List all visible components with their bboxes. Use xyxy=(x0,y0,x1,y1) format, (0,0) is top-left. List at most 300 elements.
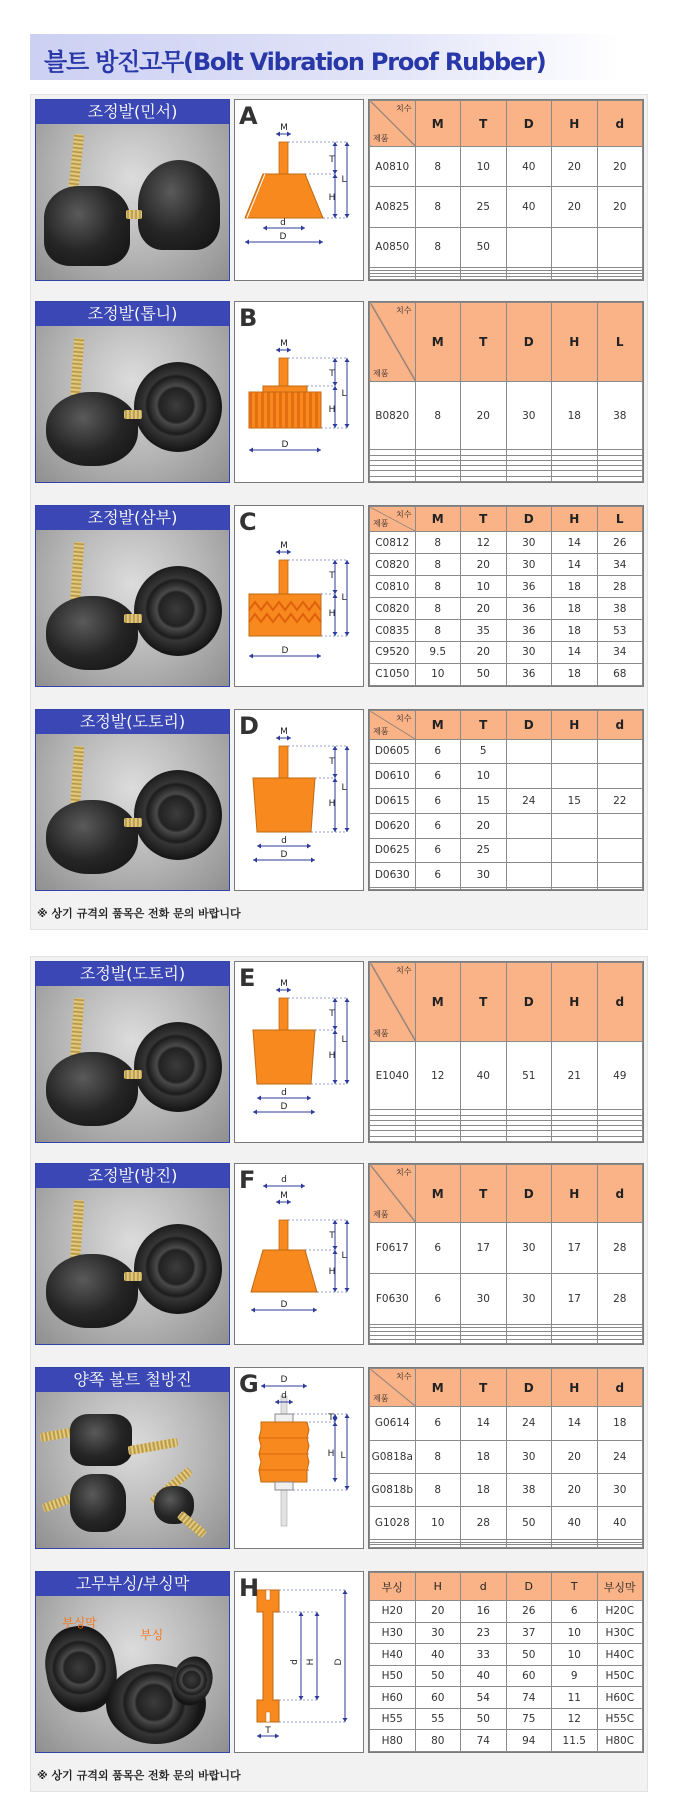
table-cell: 18 xyxy=(552,381,598,449)
table-cell: 36 xyxy=(506,598,552,620)
photo-label-bushing-cap: 부싱막 xyxy=(62,1616,97,1630)
table-cell: 16 xyxy=(461,1601,507,1623)
table-cell: 30 xyxy=(506,1223,552,1274)
product-photo-box xyxy=(35,961,230,1143)
dim-label-D: D xyxy=(281,440,289,450)
table-row xyxy=(370,1136,643,1141)
table-cell xyxy=(552,1545,598,1548)
table-cell: H50C xyxy=(597,1665,643,1687)
table-cell xyxy=(597,838,643,863)
table-cell: 18 xyxy=(552,576,598,598)
table-cell: 20 xyxy=(461,813,507,838)
table-cell xyxy=(552,227,598,267)
table-cell xyxy=(370,888,416,890)
table-cell xyxy=(552,838,598,863)
table-cell: 8 xyxy=(415,1440,461,1473)
table-cell: D0610 xyxy=(370,764,416,789)
table-cell: 60 xyxy=(506,1665,552,1687)
product-name: 조정발(방진) xyxy=(36,1164,229,1188)
dim-label-D: D xyxy=(279,232,287,242)
spec-table-box xyxy=(368,99,644,281)
product-photo-box xyxy=(35,709,230,891)
col-header: H xyxy=(552,963,598,1042)
spec-table xyxy=(369,100,643,280)
table-row xyxy=(370,554,643,576)
dim-label-L: L xyxy=(340,1451,346,1461)
dim-label-L: L xyxy=(341,1251,347,1261)
table-row xyxy=(370,1407,643,1440)
table-cell: 50 xyxy=(415,1665,461,1687)
dim-label-H: H xyxy=(327,1449,335,1459)
dim-label-T: T xyxy=(329,1231,335,1241)
product-name: 양쪽 볼트 철방진 xyxy=(36,1368,229,1392)
table-cell xyxy=(415,1545,461,1548)
col-header: H xyxy=(552,1165,598,1223)
table-cell xyxy=(552,476,598,481)
table-cell: 74 xyxy=(461,1730,507,1752)
table-cell: 10 xyxy=(461,576,507,598)
corner-header xyxy=(370,711,416,740)
table-cell xyxy=(552,1136,598,1141)
table-cell: 26 xyxy=(597,532,643,554)
table-cell: 20 xyxy=(552,147,598,187)
table-cell xyxy=(597,1545,643,1548)
col-header: M xyxy=(415,303,461,382)
table-cell: 50 xyxy=(506,1644,552,1666)
product-name: 조정발(민서) xyxy=(36,100,229,124)
table-cell: 14 xyxy=(552,532,598,554)
table-cell: 18 xyxy=(461,1440,507,1473)
type-letter: C xyxy=(239,508,257,536)
dim-label-T: T xyxy=(328,1413,334,1423)
product-photo xyxy=(36,1188,229,1344)
table-cell: 60 xyxy=(415,1687,461,1709)
table-cell: G1028 xyxy=(370,1507,416,1540)
section-B xyxy=(31,297,649,487)
table-cell: 28 xyxy=(461,1507,507,1540)
table-cell xyxy=(415,888,461,890)
dimension-diagram xyxy=(234,1571,364,1753)
dim-label-H: H xyxy=(328,799,336,809)
table-cell: 14 xyxy=(552,554,598,576)
table-row xyxy=(370,1601,643,1623)
table-cell: 40 xyxy=(506,147,552,187)
table-cell: D0625 xyxy=(370,838,416,863)
table-cell: 8 xyxy=(415,381,461,449)
table-cell xyxy=(597,739,643,764)
table-cell: 9.5 xyxy=(415,642,461,664)
table-cell xyxy=(370,276,416,279)
table-cell: 15 xyxy=(461,789,507,814)
table-row xyxy=(370,1687,643,1709)
table-cell: 8 xyxy=(415,532,461,554)
col-header: T xyxy=(461,303,507,382)
table-row xyxy=(370,1644,643,1666)
table-cell: H40 xyxy=(370,1644,416,1666)
dim-label-M: M xyxy=(280,1191,288,1201)
table-cell: H20 xyxy=(370,1601,416,1623)
table-cell: 6 xyxy=(415,863,461,888)
table-row xyxy=(370,381,643,449)
dimension-diagram xyxy=(234,709,364,891)
spec-table-box xyxy=(368,1367,644,1549)
dim-label-M: M xyxy=(280,541,288,551)
dim-label-d: d xyxy=(281,1088,287,1098)
table-cell: 50 xyxy=(461,663,507,685)
table-cell: H60C xyxy=(597,1687,643,1709)
table-row xyxy=(370,1473,643,1506)
table-cell: 12 xyxy=(415,1041,461,1109)
dim-label-H: H xyxy=(306,1658,316,1666)
table-cell: 30 xyxy=(506,554,552,576)
spec-table-box xyxy=(368,961,644,1143)
table-cell: 26 xyxy=(506,1601,552,1623)
table-cell: 50 xyxy=(461,1708,507,1730)
table-cell xyxy=(506,813,552,838)
table-row xyxy=(370,764,643,789)
table-cell xyxy=(415,1340,461,1344)
dim-label-D: D xyxy=(280,1375,288,1385)
table-cell: C0810 xyxy=(370,576,416,598)
table-cell: D0620 xyxy=(370,813,416,838)
col-header: M xyxy=(415,1165,461,1223)
table-row xyxy=(370,663,643,685)
table-cell: C1050 xyxy=(370,663,416,685)
type-letter: E xyxy=(239,964,256,992)
dim-label-T: T xyxy=(329,1009,335,1019)
table-row xyxy=(370,1708,643,1730)
col-header: T xyxy=(552,1573,598,1601)
corner-dim-label: 치수 xyxy=(396,1168,412,1177)
col-header: M xyxy=(415,963,461,1042)
product-photo-box xyxy=(35,99,230,281)
col-header: T xyxy=(461,1165,507,1223)
table-cell xyxy=(461,276,507,279)
section-F xyxy=(31,1159,649,1349)
table-cell: 40 xyxy=(461,1665,507,1687)
table-cell: 30 xyxy=(461,863,507,888)
table-cell xyxy=(370,476,416,481)
table-cell: 6 xyxy=(415,1407,461,1440)
table-cell xyxy=(506,838,552,863)
table-cell: 22 xyxy=(597,789,643,814)
table-row xyxy=(370,1622,643,1644)
table-cell: 36 xyxy=(506,663,552,685)
table-cell: D0615 xyxy=(370,789,416,814)
corner-dim-label: 치수 xyxy=(396,510,412,519)
col-header: d xyxy=(597,1369,643,1407)
col-header: D xyxy=(506,303,552,382)
spec-table xyxy=(369,1368,643,1548)
dim-label-d: d xyxy=(281,1175,287,1185)
table-cell: 49 xyxy=(597,1041,643,1109)
section-E xyxy=(31,957,649,1147)
table-cell: 37 xyxy=(506,1622,552,1644)
corner-header xyxy=(370,101,416,147)
table-cell: 18 xyxy=(461,1473,507,1506)
product-name: 조정발(도토리) xyxy=(36,962,229,986)
col-header: H xyxy=(415,1573,461,1601)
table-cell: H55C xyxy=(597,1708,643,1730)
col-header: L xyxy=(597,507,643,532)
table-cell xyxy=(415,1136,461,1141)
table-cell xyxy=(597,227,643,267)
table-cell: 10 xyxy=(552,1644,598,1666)
table-cell: 40 xyxy=(597,1507,643,1540)
product-photo-box xyxy=(35,1367,230,1549)
table-cell: 20 xyxy=(461,598,507,620)
dimension-diagram xyxy=(234,1367,364,1549)
col-header: D xyxy=(506,1369,552,1407)
table-row xyxy=(370,227,643,267)
table-cell: 5 xyxy=(461,739,507,764)
dim-label-H: H xyxy=(328,405,336,415)
dimension-diagram xyxy=(234,505,364,687)
table-cell: H80C xyxy=(597,1730,643,1752)
type-letter: H xyxy=(239,1574,260,1602)
product-photo xyxy=(36,986,229,1142)
dim-label-L: L xyxy=(341,783,347,793)
table-cell: 50 xyxy=(461,227,507,267)
table-cell: 8 xyxy=(415,620,461,642)
table-cell: 94 xyxy=(506,1730,552,1752)
table-cell: 8 xyxy=(415,1473,461,1506)
table-cell: 21 xyxy=(552,1041,598,1109)
table-cell: B0820 xyxy=(370,381,416,449)
dimension-diagram xyxy=(234,301,364,483)
table-cell: 30 xyxy=(461,1273,507,1324)
table-row xyxy=(370,187,643,227)
table-cell: 74 xyxy=(506,1687,552,1709)
table-cell: 8 xyxy=(415,227,461,267)
table-cell xyxy=(461,1545,507,1548)
dim-label-H: H xyxy=(328,609,336,619)
col-header: H xyxy=(552,711,598,740)
table-cell: 6 xyxy=(415,739,461,764)
table-cell xyxy=(552,739,598,764)
dim-label-M: M xyxy=(280,979,288,989)
table-cell: 6 xyxy=(415,1273,461,1324)
table-cell xyxy=(597,1136,643,1141)
table-cell: 12 xyxy=(461,532,507,554)
table-cell xyxy=(597,764,643,789)
table-cell: C0812 xyxy=(370,532,416,554)
table-cell: 30 xyxy=(506,381,552,449)
table-cell: H40C xyxy=(597,1644,643,1666)
table-cell: 14 xyxy=(552,642,598,664)
col-header: T xyxy=(461,101,507,147)
table-cell: H20C xyxy=(597,1601,643,1623)
col-header: d xyxy=(597,963,643,1042)
col-header: D xyxy=(506,963,552,1042)
table-cell: 40 xyxy=(552,1507,598,1540)
type-letter: A xyxy=(239,102,258,130)
dim-label-T: T xyxy=(329,757,335,767)
table-cell: 38 xyxy=(506,1473,552,1506)
table-cell: 14 xyxy=(461,1407,507,1440)
table-cell: 6 xyxy=(552,1601,598,1623)
dim-label-H: H xyxy=(328,1267,336,1277)
title-banner xyxy=(30,34,620,80)
dimension-diagram xyxy=(234,99,364,281)
table-cell xyxy=(552,863,598,888)
table-row xyxy=(370,1730,643,1752)
notice-text: ※ 상기 규격외 품목은 전화 문의 바랍니다 xyxy=(37,907,241,920)
col-header: T xyxy=(461,1369,507,1407)
table-cell: 14 xyxy=(552,1407,598,1440)
dim-label-d: d xyxy=(281,836,287,846)
photo-label-bushing: 부싱 xyxy=(140,1628,164,1642)
table-cell: 12 xyxy=(552,1708,598,1730)
corner-product-label: 제품 xyxy=(373,1210,389,1220)
table-row xyxy=(370,1041,643,1109)
table-cell: 36 xyxy=(506,576,552,598)
notice-text: ※ 상기 규격외 품목은 전화 문의 바랍니다 xyxy=(37,1769,241,1782)
spec-table xyxy=(369,962,643,1142)
table-cell: 18 xyxy=(552,663,598,685)
table-cell: 30 xyxy=(506,1440,552,1473)
dim-label-d: d xyxy=(281,1391,287,1401)
table-cell: 17 xyxy=(552,1273,598,1324)
dim-label-H: H xyxy=(328,193,336,203)
corner-header xyxy=(370,1369,416,1407)
table-row xyxy=(370,576,643,598)
table-cell: C0835 xyxy=(370,620,416,642)
table-cell: 40 xyxy=(461,1041,507,1109)
table-cell xyxy=(461,1340,507,1344)
table-cell xyxy=(461,476,507,481)
table-cell: 9 xyxy=(552,1665,598,1687)
table-cell: 20 xyxy=(597,187,643,227)
dim-label-D: D xyxy=(280,1102,288,1112)
col-header: H xyxy=(552,1369,598,1407)
col-header: D xyxy=(506,711,552,740)
table-cell: 30 xyxy=(415,1622,461,1644)
type-letter: G xyxy=(239,1370,259,1398)
table-cell: E1040 xyxy=(370,1041,416,1109)
col-header: T xyxy=(461,963,507,1042)
col-header: M xyxy=(415,711,461,740)
table-cell xyxy=(370,1136,416,1141)
table-cell: 6 xyxy=(415,1223,461,1274)
col-header: 부싱 xyxy=(370,1573,416,1601)
section-D xyxy=(31,705,649,895)
table-cell: C0820 xyxy=(370,554,416,576)
table-cell xyxy=(506,863,552,888)
spec-table-box xyxy=(368,1163,644,1345)
dim-label-T: T xyxy=(329,571,335,581)
col-header: M xyxy=(415,1369,461,1407)
table-cell xyxy=(461,1136,507,1141)
table-row xyxy=(370,642,643,664)
table-cell: 38 xyxy=(597,598,643,620)
product-photo xyxy=(36,1392,229,1548)
type-letter: F xyxy=(239,1166,256,1194)
table-cell: 6 xyxy=(415,813,461,838)
col-header: H xyxy=(552,507,598,532)
table-cell: 33 xyxy=(461,1644,507,1666)
table-cell: 28 xyxy=(597,1223,643,1274)
table-cell: 55 xyxy=(415,1708,461,1730)
table-cell xyxy=(597,476,643,481)
table-cell: 8 xyxy=(415,187,461,227)
col-header: d xyxy=(597,101,643,147)
table-cell: A0850 xyxy=(370,227,416,267)
catalog-panel-1 xyxy=(30,94,648,930)
table-cell: 20 xyxy=(461,381,507,449)
spec-table-box xyxy=(368,505,644,687)
table-cell xyxy=(506,1340,552,1344)
table-cell xyxy=(506,888,552,890)
dim-label-H: H xyxy=(328,1051,336,1061)
col-header: D xyxy=(506,1573,552,1601)
col-header: T xyxy=(461,507,507,532)
table-cell xyxy=(597,276,643,279)
product-photo xyxy=(36,530,229,686)
dim-label-D: D xyxy=(281,646,289,656)
table-cell: C9520 xyxy=(370,642,416,664)
product-photo xyxy=(36,124,229,280)
dim-label-D: D xyxy=(334,1658,344,1666)
table-cell: 53 xyxy=(597,620,643,642)
table-cell: 20 xyxy=(597,147,643,187)
table-cell: 34 xyxy=(597,642,643,664)
product-name: 조정발(도토리) xyxy=(36,710,229,734)
spec-table-box xyxy=(368,301,644,483)
corner-dim-label: 치수 xyxy=(396,306,412,315)
corner-dim-label: 치수 xyxy=(396,714,412,723)
dim-label-L: L xyxy=(341,175,347,185)
table-cell: 11.5 xyxy=(552,1730,598,1752)
table-cell: 8 xyxy=(415,576,461,598)
product-name: 조정발(톱니) xyxy=(36,302,229,326)
catalog-panel-2 xyxy=(30,956,648,1792)
dim-label-L: L xyxy=(341,593,347,603)
table-cell xyxy=(597,863,643,888)
table-cell: 24 xyxy=(597,1440,643,1473)
table-cell: H30 xyxy=(370,1622,416,1644)
table-cell: 8 xyxy=(415,147,461,187)
corner-header xyxy=(370,303,416,382)
spec-table xyxy=(369,1164,643,1344)
table-cell: 8 xyxy=(415,554,461,576)
corner-dim-label: 치수 xyxy=(396,1372,412,1381)
table-cell: 20 xyxy=(552,1440,598,1473)
table-cell xyxy=(415,476,461,481)
section-H xyxy=(31,1567,649,1757)
dim-label-d: d xyxy=(290,1659,300,1665)
dim-label-d: d xyxy=(280,218,286,228)
col-header: d xyxy=(597,711,643,740)
spec-table xyxy=(369,710,643,890)
corner-header xyxy=(370,1165,416,1223)
product-photo xyxy=(36,1596,229,1752)
col-header: D xyxy=(506,101,552,147)
table-cell xyxy=(597,888,643,890)
table-cell: G0818b xyxy=(370,1473,416,1506)
table-row xyxy=(370,789,643,814)
table-row xyxy=(370,147,643,187)
table-cell: 50 xyxy=(506,1507,552,1540)
table-cell: D0630 xyxy=(370,863,416,888)
type-letter: B xyxy=(239,304,258,332)
table-cell: H50 xyxy=(370,1665,416,1687)
table-cell xyxy=(506,764,552,789)
corner-header xyxy=(370,963,416,1042)
table-row xyxy=(370,598,643,620)
table-cell: 6 xyxy=(415,838,461,863)
corner-header xyxy=(370,507,416,532)
